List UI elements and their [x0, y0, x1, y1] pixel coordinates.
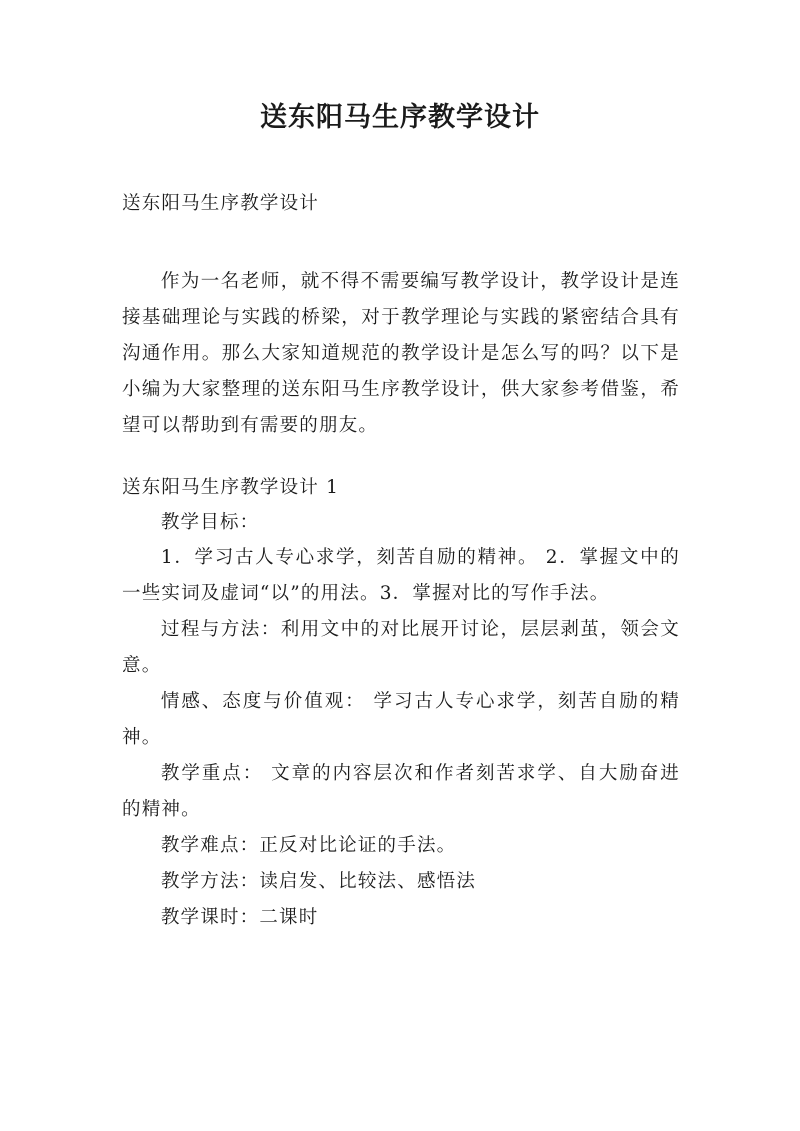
paragraph-process-method: 过程与方法：利用文中的对比展开讨论，层层剥茧，领会文意。 — [122, 619, 680, 676]
paragraph-emotion-attitude: 情感、态度与价值观： 学习古人专心求学，刻苦自励的精神。 — [122, 691, 680, 748]
document-subtitle: 送东阳马生序教学设计 — [122, 193, 320, 214]
paragraph-class-hours: 教学课时：二课时 — [160, 907, 319, 928]
paragraph-key-points: 教学重点： 文章的内容层次和作者刻苦求学、自大励奋进的精神。 — [122, 763, 680, 820]
paragraph-teaching-goals: 1．学习古人专心求学，刻苦自励的精神。 2．掌握文中的一些实词及虚词“以”的用法。3．掌握对比的写作手法。 — [122, 547, 680, 604]
paragraph-teaching-goals-label: 教学目标： — [160, 512, 260, 533]
paragraph-teaching-methods: 教学方法：读启发、比较法、感悟法 — [160, 871, 477, 892]
document-title: 送东阳马生序教学设计 — [260, 102, 540, 133]
intro-paragraph: 作为一名老师，就不得不需要编写教学设计，教学设计是连接基础理论与实践的桥梁，对于教学理论与实践的紧密结合具有沟通作用。那么大家知道规范的教学设计是怎么写的吗？以下是小编为大家整理的送东阳马生序教学设计，供大家参考借鉴，希望可以帮助到有需要的朋友。 — [122, 271, 680, 436]
section-heading: 送东阳马生序教学设计 1 — [122, 477, 340, 498]
document-body — [122, 186, 680, 936]
paragraph-difficult-points: 教学难点：正反对比论证的手法。 — [160, 835, 457, 856]
